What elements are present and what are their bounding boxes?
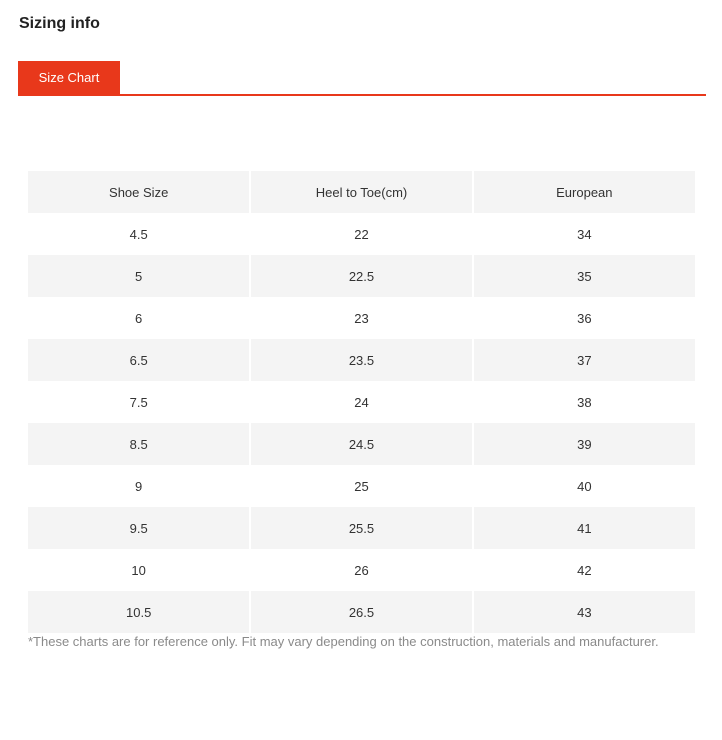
cell-european: 42 — [473, 549, 695, 591]
cell-european: 34 — [473, 213, 695, 255]
cell-shoe-size: 6.5 — [28, 339, 250, 381]
table-row — [28, 255, 695, 297]
cell-shoe-size: 5 — [28, 255, 250, 297]
column-header-heel-to-toe: Heel to Toe(cm) — [250, 171, 472, 213]
table-row — [28, 507, 695, 549]
column-header-shoe-size: Shoe Size — [28, 171, 250, 213]
table-row — [28, 297, 695, 339]
cell-shoe-size: 10.5 — [28, 591, 250, 633]
cell-heel-to-toe: 24 — [250, 381, 472, 423]
table-row — [28, 381, 695, 423]
table-header-row — [28, 171, 695, 213]
cell-shoe-size: 4.5 — [129, 226, 148, 242]
section-title: Sizing info — [19, 15, 100, 32]
size-chart-table — [28, 171, 695, 633]
cell-shoe-size: 8.5 — [28, 423, 250, 465]
cell-heel-to-toe: 26.5 — [250, 591, 472, 633]
table-row — [28, 423, 695, 465]
cell-shoe-size: 7.5 — [129, 394, 148, 410]
cell-european: 36 — [473, 297, 695, 339]
cell-shoe-size: 9.5 — [28, 507, 250, 549]
cell-heel-to-toe: 24.5 — [250, 423, 472, 465]
cell-european: 37 — [473, 339, 695, 381]
cell-european: 38 — [473, 381, 695, 423]
table-row — [28, 213, 695, 255]
cell-heel-to-toe: 22.5 — [250, 255, 472, 297]
cell-european: 41 — [473, 507, 695, 549]
table-row — [28, 465, 695, 507]
cell-heel-to-toe: 22 — [250, 213, 472, 255]
column-header-european: European — [473, 171, 695, 213]
tab-size-chart[interactable]: Size Chart — [18, 61, 120, 94]
table-row — [28, 591, 695, 633]
cell-european: 43 — [473, 591, 695, 633]
cell-heel-to-toe: 25 — [250, 465, 472, 507]
cell-european: 39 — [473, 423, 695, 465]
cell-european: 40 — [473, 465, 695, 507]
cell-heel-to-toe: 23.5 — [250, 339, 472, 381]
tab-bar — [18, 61, 706, 96]
table-row — [28, 339, 695, 381]
cell-shoe-size: 10 — [131, 562, 146, 578]
cell-heel-to-toe: 23 — [250, 297, 472, 339]
cell-european: 35 — [473, 255, 695, 297]
cell-shoe-size: 6 — [135, 310, 143, 326]
cell-shoe-size: 9 — [135, 478, 143, 494]
table-row — [28, 549, 695, 591]
reference-footnote: *These charts are for reference only. Fit may vary depending on the construction, materials and manufacturer. — [28, 634, 659, 649]
cell-heel-to-toe: 25.5 — [250, 507, 472, 549]
cell-heel-to-toe: 26 — [250, 549, 472, 591]
